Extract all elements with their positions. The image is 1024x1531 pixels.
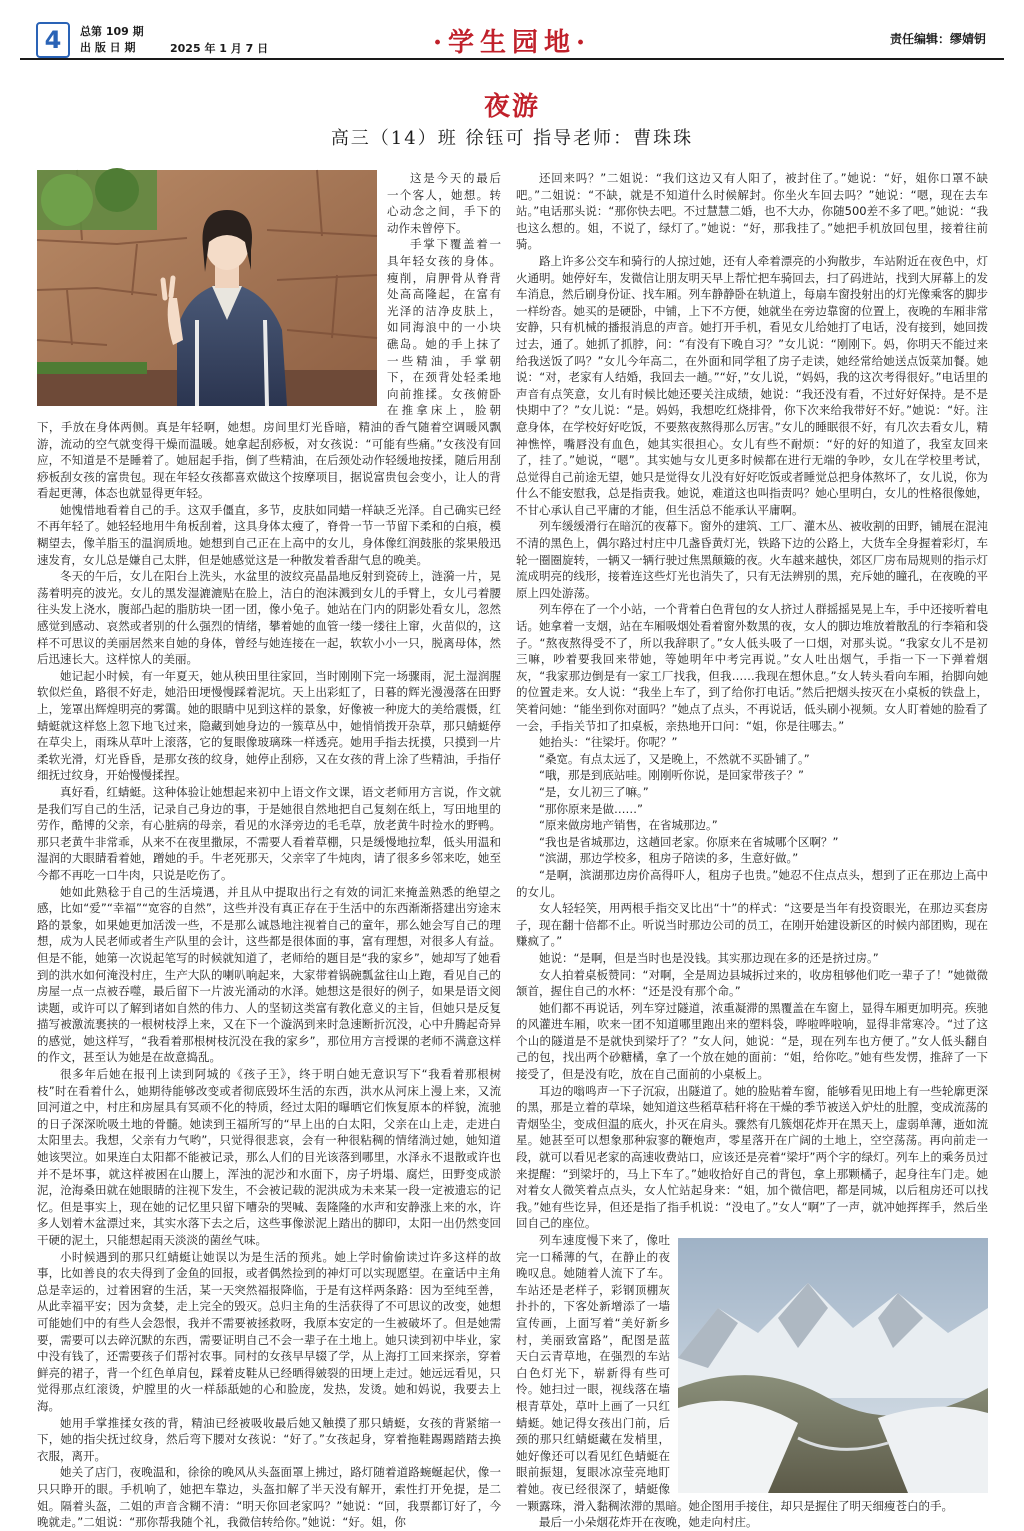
left-paragraph: 很多年后她在报刊上读到阿城的《孩子王》，终于明白她无意识写下“我看着那根树枝”时在看着什么，她期待能够改变或者彻底毁坏生活的东西，洪水从河床上漫上来，又流回河道之中，村庄和房屋具有冥顽不化的特质，经过太阳的曝晒它们恢复原本的样貌，流驰的日子深深吮吸土地的骨髓。她读到王福所写的“早上出的白太阳，父亲在山上走，走进白太阳里去。我想，父亲有力气哟”，只觉得很悲哀，会有一种很粘稠的情绪淌过她，她知道她该哭泣。如果连白太阳都不能被记录，那么人们的目光该落到哪里，水泽永不退散或许也并不是坏事，就这样被困在山腰上，浑浊的泥沙和水面下，房子坍塌、腐烂，田野变成淤泥，沧海桑田就在她眼睛的注视下发生，不会被记载的泥洪成为未来某一段一定被遗忘的记忆。但是事实上，现在她的记忆里只留下嘈杂的哭喊、轰隆隆的水声和安静涨上来的水，许多人划着木盆漂过来，其实水落下去之后，这些事像淤泥上踏出的脚印，太阳一出仍然变回干硬的泥土，只能想起雨天淡淡的菌丝气味。 (37, 1067, 501, 1247)
right-paragraph: “哦，那是到底站哇。刚刚听你说，是回家带孩子？” (539, 768, 804, 783)
page-number: 4 (36, 22, 70, 58)
right-paragraph: 列车缓缓滑行在暗沉的夜幕下。窗外的建筑、工厂、灌木丛、被收割的田野，铺展在混沌不清的黑色上，偶尔路过村庄中几盏昏黄灯光，铁路下边的公路上，大货车全身握着彩灯，车轮一圈圈旋转，一辆又一辆行驶过焦黑颠簸的夜。火车越来越快，郊区厂房布局规则的指示灯流成明亮的线形，接着连这些灯光也消失了，只有无法辨别的黑，充斥她的瞳孔，在夜晚的平原上四处游荡。 (516, 519, 988, 600)
left-paragraph: 小时候遇到的那只红蜻蜓让她误以为是生活的预兆。她上学时偷偷读过许多这样的故事，比如善良的农夫得到了金鱼的回报，或者偶然捡到的神灯可以实现愿望。在童话中主角总是幸运的，过着困窘的生活，某一天突然福报降临，于是有这样两条路：因为至纯至善，从此幸福平安；因为贪婪，走上完全的毁灭。总归主角的生活获得了不可思议的改变，她想可能她们中的有些人会怨恨，我并不需要被拯救呀，我原本安定的一生被破坏了。但是她需要，需要可以去碎沉默的东西，需要证明自己不会一辈子在土地上。她只读到初中毕业，家中没有钱了，还需要孩子们帮衬农事。同村的女孩早早辍了学，从上海打工回来探亲，穿着鲜亮的裙子，背一个红色单肩包，踩着皮鞋从已经晒得皴裂的田埂上走过。她远远看见，只觉得那点红滚烫，炉膛里的火一样舔舐她的心和脸庞，发热，发烫。她和妈说，我要去上海。 (37, 1249, 501, 1413)
right-paragraph: 女人轻轻笑，用两根手指交叉比出“十”的样式：“这要是当年有投资眼光，在那边买套房子，现在翻十倍都不止。听说当时那边公司的员工，在刚开始建设新区的时候内部团购，现在赚疯了。” (516, 901, 988, 949)
right-paragraph: 她抬头：“往梁圩。你呢？” (539, 735, 678, 750)
left-paragraph: 真好看，红蜻蜓。这种体验让她想起来初中上语文作文课，语文老师用方言说，作文就是我们写自己的生活，记录自己身边的事，于是她很自然地把自己复刻在纸上，写田地里的劳作，酷博的父亲，有心脏病的母亲，看见的水泽旁边的毛毛草，放老黄牛时捡水的野鸭。那只老黄牛非常乖，从来不在夜里撒尿，不需要人看着草棚，只是缓慢地拉犁，低头用温和湿润的大眼睛看着她，蹭她的手。牛老死那天，父亲宰了牛炖肉，请了很多乡邻来吃，她至今都不再吃一口牛肉，只说是吃伤了。 (37, 784, 501, 882)
right-paragraph: 最后一小朵烟花炸开在夜晚，她走向村庄。 (539, 1515, 758, 1530)
left-paragraph: 她如此熟稔于自己的生活境遇，并且从中提取出行之有效的词汇来掩盖熟悉的绝望之感，比如“爱”“幸福”“宽容的自然”，这些并没有真正存在于生活中的东西渐渐搭建出穷途末路的景象，如果她更加活泼一些，不是那么诚恳地注视着自己的童年，那么她会写自己的理想，成为人民老师或者生产队里的会计，这些都是很体面的事，富有理想，对很多人有益。但是不能，她第一次说起笔写的时候就知道了，老师给的题目是“我的家乡”，她却写了她看到的洪水如何淹没村庄，生产大队的喇叭响起来，大家带着锅碗瓢盆往山上跑，看见自己的房屋一点一点被吞噬，最后留下一片波光涌动的水泽。她想这是很好的例子，如果是语文阅读题，或许可以了解到诸如自然的伟力、人的坚韧这类富有教化意义的主旨，但她只是反复描写被激流裹挟的一根树枝浮上来，又在下一个漩涡到来时急速断折沉没，心中升腾起奇异的感觉，她这样写，“我看着那根树枝沉没在我的家乡”，那位用方言授课的老师不满意这样的作文，甚至认为她是在故意捣乱。 (37, 884, 501, 1065)
page-header (0, 0, 1024, 62)
column-name: ·学生园地· (432, 28, 592, 58)
publish-date: 2025 年 1 月 7 日 (170, 42, 269, 55)
editor-credit: 责任编辑：缪婧钥 (889, 32, 986, 46)
left-paragraph: 她用手掌推揉女孩的背，精油已经被吸收最后她又触摸了那只蜻蜓，女孩的背紧缩一下，她的指尖抚过纹身，然后弯下腰对女孩说：“好了。”女孩起身，穿着拖鞋踢踢踏踏去换衣服，离开。 (37, 1415, 501, 1463)
issue-number: 总第 109 期 (80, 25, 144, 38)
right-paragraph: “滨湖，那边学校多，租房子陪读的多，生意好做。” (539, 851, 799, 866)
portrait-image (37, 170, 377, 406)
right-paragraph: 列车速度慢下来了，像吐完一口稀薄的气，在静止的夜晚叹息。她随着人流下了车。车站还是老样子，彩钢顶棚灰扑扑的，下客处新增添了一墙宣传画，上面写着“美好新乡村，美丽致富路”，配图是蓝天白云青草地，在强烈的车站白色灯光下，崭新得有些可怜。她扫过一眼，视线落在墙根青草处，草叶上画了一只红蜻蜓。她记得女孩出门前，后颈的那只红蜻蜓藏在发梢里，她好像还可以看见红色蜻蜓在眼前振翅，复眼冰凉莹亮地盯着她。夜已经很深了，蜻蜓像一颗露珠，滑入黏稠浓滞的黑暗。她企图用手接住，却只是握住了明天细瘦苍白的手。 (516, 1233, 953, 1513)
date-label: 出 版 日 期 (80, 41, 136, 54)
snow-mountain-photo (678, 1238, 988, 1493)
right-paragraph: 她说：“是啊，但是当时也是没钱。其实那边现在多的还是挤过房。” (539, 950, 879, 965)
left-column (37, 170, 501, 1530)
right-paragraph: 还回来吗？”二姐说：“我们这边又有人阳了，被封住了。”她说：“好，姐你口罩不缺吧。”二姐说：“不缺，就是不知道什么时候解封。你坐火车回去吗？”她说：“嗯，现在去车站。”电话那头说：“那你快去吧。不过慧慧二婚，也不大办，你随500差不多了吧。”她说：“我也这么想的。姐，不说了，绿灯了。”她说：“好，那我挂了。”她把手机放回包里，接着往前骑。 (516, 171, 988, 252)
right-paragraph: 路上许多公交车和骑行的人掠过她，还有人牵着漂亮的小狗散步，车站附近在夜色中，灯火通明。她停好车，发微信让朋友明天早上帮忙把车骑回去，扫了码进站，找到大屏幕上的发车消息，然后刷身份证、找车厢。列车静静卧在轨道上，每扇车窗投射出的灯光像乘客的脚步一样纷沓。她买的是硬卧，中铺，上下不方便，她就坐在旁边靠窗的位置上，夜晚的车厢非常安静，只有机械的播报消息的声音。她打开手机，看见女儿给她打了电话，没有接到，她回拨过去，通了。她抓了抓脖，问：“有没有下晚自习？”女儿说：“刚刚下。妈，你明天不能过来给我送饭了吗？”女儿今年高二，在外面和同学租了房子走读，她经常给她送点饭菜加餐。她说：“对，老家有人结婚，我回去一趟。”“好，”女儿说，“妈妈，我的这次考得很好。”电话里的声音有点笑意，女儿有时候比她还要关注成绩，她说：“我还没有看，不过好好保持。是不是快期中了？”女儿说：“是。妈妈，我想吃红烧排骨，你下次来给我带好不好。”她说：“好。注意身体，在学校好好吃饭，不要熬夜熬得那么厉害。”女儿的睡眠很不好，有几次去看女儿，精神憔悴，嘴唇没有血色，她其实很担心。女儿有些不耐烦：“好的好的知道了，我室友回来了，挂了。”她说，“嗯”。其实她与女儿更多时候都在进行无端的争吵，女儿在学校里考试，总觉得自己前途无望，她只是觉得女儿没有好好吃饭或者睡觉总把身体熬坏了，女儿说，你为什么不能安慰我，总是指责我。她说，难道这也叫指责吗？她心里明白，女儿的性格很像她，不甘心承认自己平庸的才能，但生活总不能承认平庸啊。 (516, 253, 988, 517)
right-paragraph: “桑宽。有点太远了，又是晚上，不然就不买卧铺了。” (539, 751, 810, 766)
right-column (516, 170, 988, 1530)
right-paragraph: 女人拍着桌板赞同：“对啊，全是周边县城拆过来的，收房租够他们吃一辈子了！”她微微颔首，握住自己的水杯：“还是没有那个命。” (516, 967, 988, 999)
portrait-photo (37, 170, 377, 406)
left-paragraph: 冬天的午后，女儿在阳台上洗头，水盆里的波纹亮晶晶地反射到瓷砖上，涟漪一片，晃荡着明亮的波光。女儿的黑发湿漉漉贴在脸上，洁白的泡沫溅到女儿的手臂上，女儿弓着腰往头发上浇水，腹部凸起的脂肪块一团一团，像小兔子。她站在门内的阴影处看女儿，忽然感觉到感动、哀然或者别的什么强烈的情绪，攀着她的血管一缕一缕往上窜，火苗似的，这样不可思议的美丽居然来自她的身体，曾经与她连接在一起，软软小小一只，脱离母体，然后迅速长大。这样惊人的美丽。 (37, 569, 501, 667)
right-paragraph: 她们都不再说话，列车穿过隧道，浓重凝滞的黑覆盖在车窗上，显得车厢更加明亮。疾驰的风灌进车厢，吹来一团不知道哪里跑出来的塑料袋，哗啦哗啦响，显得非常寒冷。“过了这个山的隧道是不是就快到梁圩了？”女人问，她说：“是，现在列车也方便了。”女人低头翻自己的包，找出两个砂糖橘，拿了一个放在她的面前：“姐，给你吃。”她有些发愣，推辞了一下接受了，但是没有吃，放在自己面前的小桌板上。 (516, 1000, 988, 1082)
right-paragraph: 耳边的嗡鸣声一下子沉寂，出隧道了。她的脸贴着车窗，能够看见田地上有一些轮廓更深的黑，那是立着的草垛，她知道这些稻草秸秆将在干燥的季节被送入炉灶的肚膛，变成流荡的青烟坠尘，变成但温的底火，扑灭在肩头。骤然有几簇烟花炸开在黑天上，虚弱单薄，逝如流星。她甚至可以想象那种寂寥的鞭炮声，零星落开在广阔的土地上，空空荡荡。再向前走一段，就可以看见老家的高速收费站口，应该还是亮着“梁圩”两个字的绿灯。列车上的乘务员过来提醒：“到梁圩的，马上下车了。”她收拾好自己的背包，拿上那颗橘子，起身往车门走。她对着女人微笑着点点头，女人忙站起身来：“姐，加个微信吧，都是同城，以后租房还可以找我。”她有些讫异，但还是指了指手机说：“没电了。”女人“啊”了一声，就冲她挥挥手，然后坐回自己的座位。 (516, 1083, 988, 1231)
right-paragraph: “是，女儿初三了嘛。” (539, 784, 649, 799)
right-paragraph: “我也是省城那边，这趟回老家。你原来在省城哪个区啊？” (539, 834, 839, 849)
article-title: 夜游 (483, 92, 540, 122)
right-paragraph: “那你原来是做……” (539, 801, 643, 816)
article-byline: 高三（14）班 徐钰可 指导老师：曹珠珠 (330, 128, 694, 149)
landscape-image (678, 1238, 988, 1493)
left-paragraph: 手掌下覆盖着一具年轻女孩的身体。瘦削，肩胛骨从脊背处高高隆起，在富有光泽的洁净皮肤上，如同海浪中的一小块礁岛。她的手上抹了一些精油，手掌朝下，在颈背处轻柔地向前推揉。女孩俯卧在推拿床上，脸朝下，手放在身体两侧。真是年轻啊，她想。房间里灯光昏暗，精油的香气随着空调暖风飘游，流动的空气就变得干燥而温暖。她拿起刮痧板，对女孩说：“可能有些痛。”女孩没有回应，不知道是不是睡着了。她屈起手指，倒了些精油，在后颈处动作轻缓地按揉，随后用刮痧板刮女孩的富贵包。现在年轻女孩都喜欢做这个按摩项目，据说富贵包会变小，让人的背看起更薄，体态也就显得更年轻。 (37, 237, 501, 501)
left-paragraph: 她愧惜地看着自己的手。这双手僵直，多节，皮肤如同蜡一样缺乏光泽。自己确实已经不再年轻了。她轻轻地用牛角板刮着，这具身体太瘦了，脊骨一节一节留下柔和的白痕，模糊望去，像羊脂玉的温润质地。她想到自己正在上高中的女儿，身体像红润鼓胀的浆果般迅速发育，女儿总是嫌自己太胖，但是她感觉这是一种散发着香甜气息的晚美。 (37, 502, 501, 567)
left-paragraph: 她记起小时候，有一年夏天，她从秧田里往家回，当时刚刚下完一场骤雨，泥土湿润腥软似烂鱼，路很不好走，她沿田埂慢慢踩着泥坑。天上出彩虹了，日暮的辉光漫漫落在田野上，笼罩出辉煌明亮的雾霭。她的眼睛中见到这样的景象，好像被一种庞大的美给震慑，红蜻蜓就这样悠上忽下地飞过来，隐藏到她身边的一簇草丛中，她悄悄拨开杂草，那只蜻蜓停在草尖上，雨珠从草叶上滚落，它的复眼像玻璃珠一样透亮。她用手指去抚摸，只摸到一片柔软光滑，灯光昏昏，是那女孩的纹身，她停止刮痧，又在女孩的背上涂了些精油，手指仔细抚过纹身，开始慢慢揉捏。 (37, 668, 501, 783)
left-paragraph: 她关了店门，夜晚温和，徐徐的晚风从头盔面罩上拂过，路灯随着道路蜿蜒起伏，像一只只睁开的眼。手机响了，她把车靠边，头盔扣解了半天没有解开，索性打开免提，是二姐。隔着头盔，二姐的声音含糊不清：“明天你回老家吗？”她说：“回，我票都订好了，今晚就走。”二姐说：“那你帮我随个礼，我微信转给你。”她说：“好。姐，你 (37, 1465, 501, 1530)
right-paragraph: “是啊，滨湖那边房价高得吓人，租房子也贵。”她忍不住点点头，想到了正在那边上高中的女儿。 (516, 867, 988, 899)
left-paragraph: 这是今天的最后一个客人，她想。转心动念之间，手下的动作未曾停下。 (387, 171, 501, 235)
right-paragraph: “原来做房地产销售，在省城那边。” (539, 818, 718, 833)
right-paragraph: 列车停在了一个小站，一个背着白色背包的女人挤过人群摇摇晃晃上车，手中还接听着电话。她拿着一支烟，站在车厢吸烟处看着窗外数黑的夜，女人的脚边堆放着散乱的行李箱和袋子。“熬夜熬得受不了，所以我辞职了。”女人低头吸了一口烟，对那头说。“我家女儿不是初三嘛，吵着要我回来带她，等她明年中考完再说。”女人吐出烟气，手指一下一下弹着烟灰，“我家那边倒是有一家工厂找我，但我……我现在想休息。”女人转头看向车厢，抬脚向她的位置走来。女人说：“我坐上车了，到了给你打电话。”然后把烟头按灭在小桌板的铁盘上，笑着问她：“能坐到你对面吗？”她点了点头，不再说话，低头刷小视频。女人盯着她的脸看了一会，手指关节扣了扣桌板，亲热地开口问：“姐，你是往哪去。” (516, 602, 988, 733)
